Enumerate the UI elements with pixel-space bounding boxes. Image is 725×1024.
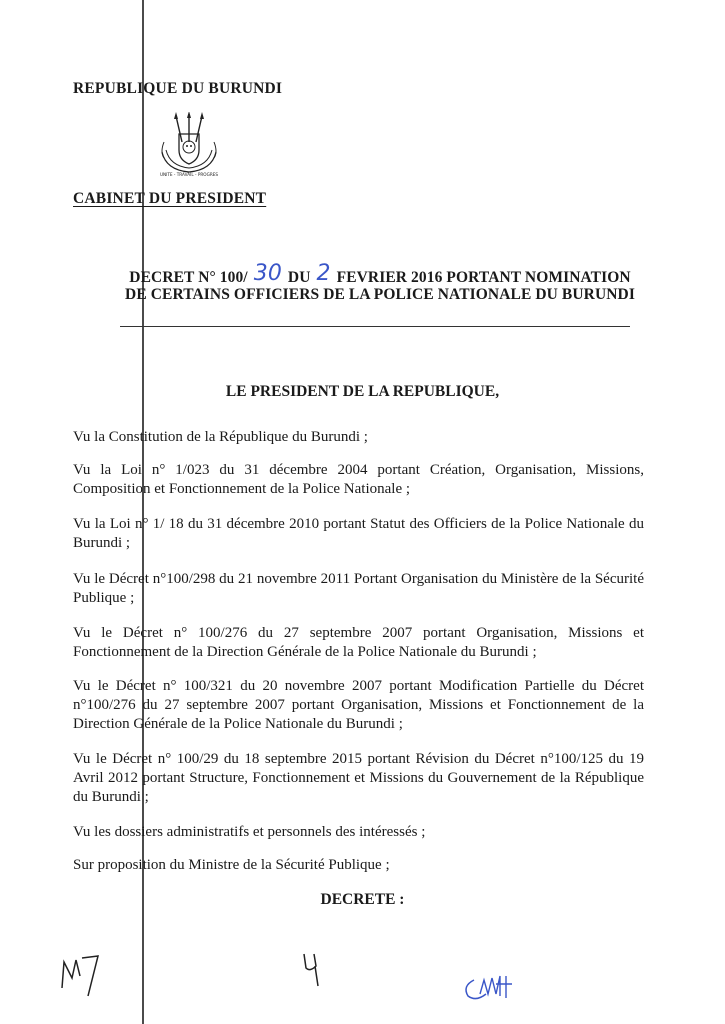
seal-motto-text: UNITE - TRAVAIL - PROGRES — [159, 172, 219, 177]
decrete-heading: DECRETE : — [320, 891, 405, 908]
title-underline-rule — [120, 326, 630, 327]
handwritten-signature-blue — [460, 970, 516, 1004]
decree-title-du: DU — [287, 269, 311, 286]
handwritten-initials-left — [58, 948, 104, 1000]
republic-heading: REPUBLIQUE DU BURUNDI — [73, 80, 283, 97]
decree-number-prefix: DECRET N° 100/ — [129, 269, 248, 286]
consideration-paragraph: Vu la Constitution de la République du Burundi ; — [73, 429, 368, 445]
consideration-paragraph: Vu la Loi n° 1/023 du 31 décembre 2004 portant Création, Organisation, Missions, Composition et Fonctionnement de la Police Nationale ; — [73, 462, 644, 497]
cabinet-heading: CABINET DU PRESIDENT — [73, 190, 267, 207]
consideration-paragraph: Vu les dossiers administratifs et personnels des intéressés ; — [73, 824, 426, 840]
consideration-paragraph: Vu le Décret n°100/298 du 21 novembre 2011 Portant Organisation du Ministère de la Sécurité Publique ; — [73, 571, 644, 606]
consideration-paragraph: Vu le Décret n° 100/29 du 18 septembre 2015 portant Révision du Décret n°100/125 du 19 Avril 2012 portant Structure, Fonctionnement et Missions du Gouvernement de la République du Burundi ; — [73, 751, 644, 805]
consideration-paragraph: Sur proposition du Ministre de la Sécurité Publique ; — [73, 857, 390, 873]
president-heading: LE PRESIDENT DE LA REPUBLIQUE, — [225, 383, 500, 400]
decree-title-line-1 — [60, 263, 700, 288]
handwritten-decree-number: 30 — [253, 261, 282, 286]
consideration-paragraph: Vu le Décret n° 100/321 du 20 novembre 2007 portant Modification Partielle du Décret n°100/276 du 27 septembre 2007 portant Organisation, Missions et Fonctionnement de la Direction Générale de la Police Nationale du Burundi ; — [73, 678, 644, 732]
handwritten-day: 2 — [316, 261, 331, 286]
coat-of-arms-seal — [158, 112, 220, 178]
decree-title-line-2: DE CERTAINS OFFICIERS DE LA POLICE NATIONALE DU BURUNDI — [125, 286, 635, 303]
handwritten-initials-center — [300, 950, 324, 990]
consideration-paragraph: Vu le Décret n° 100/276 du 27 septembre 2007 portant Organisation, Missions et Fonctionnement de la Direction Générale de la Police Nationale du Burundi ; — [73, 625, 644, 660]
decree-title-suffix: FEVRIER 2016 PORTANT NOMINATION — [336, 269, 631, 286]
consideration-paragraph: Vu la Loi n° 1/ 18 du 31 décembre 2010 portant Statut des Officiers de la Police Nationale du Burundi ; — [73, 516, 644, 551]
